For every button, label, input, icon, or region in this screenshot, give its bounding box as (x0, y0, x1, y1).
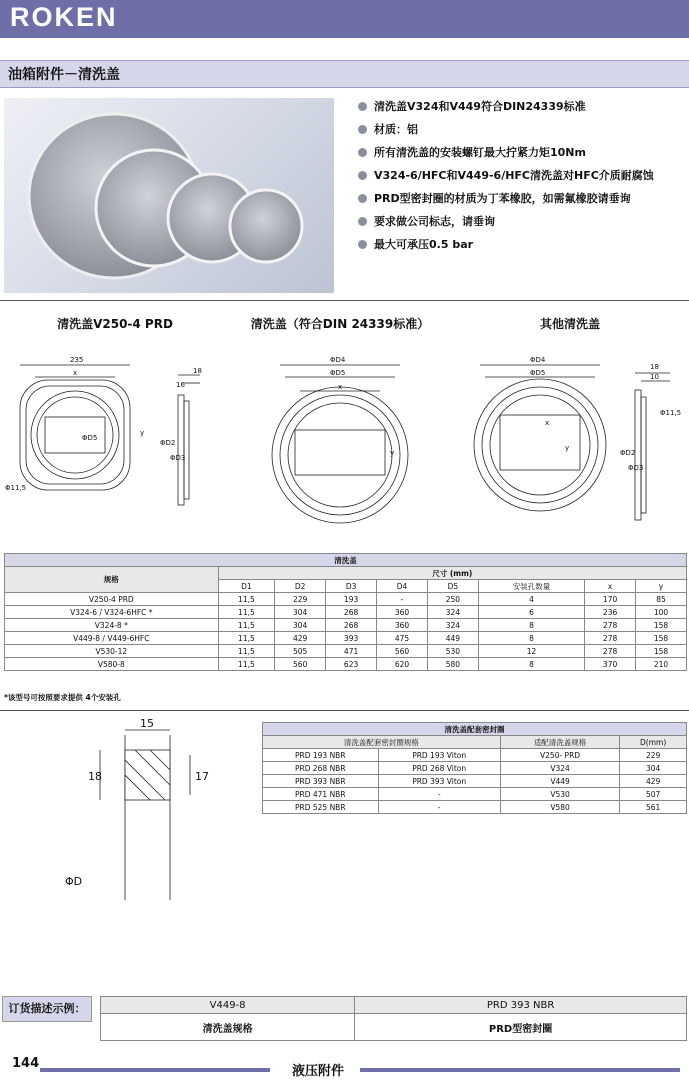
order-cell: V449-8 (101, 997, 355, 1014)
table-row: V580-8 11,5 560 623 620 580 8 370 210 (5, 658, 687, 671)
feature-list (358, 100, 683, 261)
diagram-title-v250: 清洗盖V250-4 PRD (57, 317, 173, 331)
dim-d5: ΦD5 (330, 369, 346, 377)
dims-header: 尺寸 (mm) (218, 567, 686, 580)
dim-235: 235 (70, 356, 84, 364)
dim-18: 18 (193, 367, 202, 375)
feature-item: PRD型密封圈的材质为丁苯橡胶，如需氟橡胶请垂询 (358, 192, 683, 215)
product-photo (4, 98, 334, 293)
dim-y: y (140, 429, 145, 437)
dim-d2: ΦD2 (620, 449, 636, 457)
dim-x: x (545, 419, 550, 427)
drawing-v250 (0, 335, 225, 535)
divider (0, 300, 689, 301)
dim-d2: ΦD2 (160, 439, 176, 447)
bullet-icon (358, 125, 367, 134)
diagram-title-other: 其他清洗盖 (539, 317, 600, 331)
dim-d4: ΦD4 (330, 356, 346, 364)
dim-d5: ΦD5 (530, 369, 546, 377)
order-cell: PRD 393 NBR (355, 997, 687, 1014)
drawing-other (470, 335, 689, 535)
table-row: PRD 268 NBR PRD 268 Viton V324 304 (263, 762, 687, 775)
table-row: V250-4 PRD 11,5 229 193 - 250 4 170 85 (5, 593, 687, 606)
dim-10: 10 (650, 373, 659, 381)
seals-table-title: 清洗盖配套密封圈 (263, 723, 687, 736)
table-row: PRD 471 NBR - V530 507 (263, 788, 687, 801)
table-row: V324-8 * 11,5 304 268 360 324 8 278 158 (5, 619, 687, 632)
fit-cover-header: 适配清洗盖规格 (500, 736, 619, 749)
footer-rule-left (40, 1068, 270, 1072)
table-row: V324-6 / V324-6HFC * 11,5 304 268 360 324 6 236 100 (5, 606, 687, 619)
dim-y: y (565, 444, 570, 452)
feature-item: 清洗盖V324和V449符合DIN24339标准 (358, 100, 683, 123)
bullet-icon (358, 171, 367, 180)
dim-phi-d: ΦD (65, 875, 83, 888)
feature-item: 所有清洗盖的安装螺钉最大拧紧力矩10Nm (358, 146, 683, 169)
seal-section-drawing (60, 715, 220, 905)
table-row: V530-12 11,5 505 471 560 530 12 278 158 (5, 645, 687, 658)
dim-17: 17 (195, 770, 209, 783)
col-header: D2 (275, 580, 326, 593)
order-caption: 清洗盖规格 (101, 1014, 355, 1041)
dim-16: 16 (176, 381, 185, 389)
bullet-icon (358, 148, 367, 157)
table-row: PRD 193 NBR PRD 193 Viton V250- PRD 229 (263, 749, 687, 762)
dim-hole: Φ11,5 (660, 409, 682, 417)
col-header: D5 (427, 580, 478, 593)
bullet-icon (358, 194, 367, 203)
col-header: x (585, 580, 636, 593)
diagram-title-din: 清洗盖（符合DIN 24339标准） (250, 317, 430, 331)
dim-y: y (390, 449, 395, 457)
section-title: 油箱附件－清洗盖 (8, 67, 120, 83)
feature-item: 要求做公司标志，请垂询 (358, 215, 683, 238)
dim-d4: ΦD4 (530, 356, 546, 364)
seal-spec-header: 清洗盖配套密封圈规格 (263, 736, 501, 749)
dim-18: 18 (88, 770, 102, 783)
brand-logo: ROKEN (10, 2, 118, 32)
table-row: PRD 393 NBR PRD 393 Viton V449 429 (263, 775, 687, 788)
seals-table (262, 722, 687, 814)
dim-hole: Φ11,5 (5, 484, 27, 492)
col-header: D3 (326, 580, 377, 593)
feature-item: 最大可承压0.5 bar (358, 238, 683, 261)
dim-15: 15 (140, 717, 154, 730)
col-header: 安装孔数量 (478, 580, 584, 593)
cleaning-covers-photo (4, 98, 334, 293)
order-example-label: 订货描述示例： (2, 996, 92, 1022)
feature-item: 材质：铝 (358, 123, 683, 146)
col-header: D1 (218, 580, 275, 593)
bullet-icon (358, 102, 367, 111)
bullet-icon (358, 217, 367, 226)
order-caption: PRD型密封圈 (355, 1014, 687, 1041)
feature-item: V324-6/HFC和V449-6/HFC清洗盖对HFC介质耐腐蚀 (358, 169, 683, 192)
dim-d3: ΦD3 (170, 454, 186, 462)
footer-rule-right (360, 1068, 680, 1072)
col-header: y (636, 580, 687, 593)
covers-table (4, 553, 687, 671)
order-example-table (100, 996, 687, 1041)
spec-header: 规格 (5, 567, 219, 593)
table-row: V449-8 / V449-6HFC 11,5 429 393 475 449 8 278 158 (5, 632, 687, 645)
footer-title: 液压附件 (292, 1064, 345, 1079)
drawing-din (250, 335, 430, 535)
bullet-icon (358, 240, 367, 249)
dim-x: x (338, 383, 343, 391)
table-row: PRD 525 NBR - V580 561 (263, 801, 687, 814)
page-number: 144 (12, 1056, 40, 1071)
dim-x: x (73, 369, 78, 377)
dim-d3: ΦD3 (628, 464, 644, 472)
col-header: D4 (377, 580, 428, 593)
dim-d5: ΦD5 (82, 434, 98, 442)
covers-table-title: 清洗盖 (5, 554, 687, 567)
d-header: D(mm) (620, 736, 687, 749)
divider (0, 710, 689, 711)
footnote: *该型号可按照要求提供 4个安装孔 (4, 693, 121, 702)
dim-18: 18 (650, 363, 659, 371)
